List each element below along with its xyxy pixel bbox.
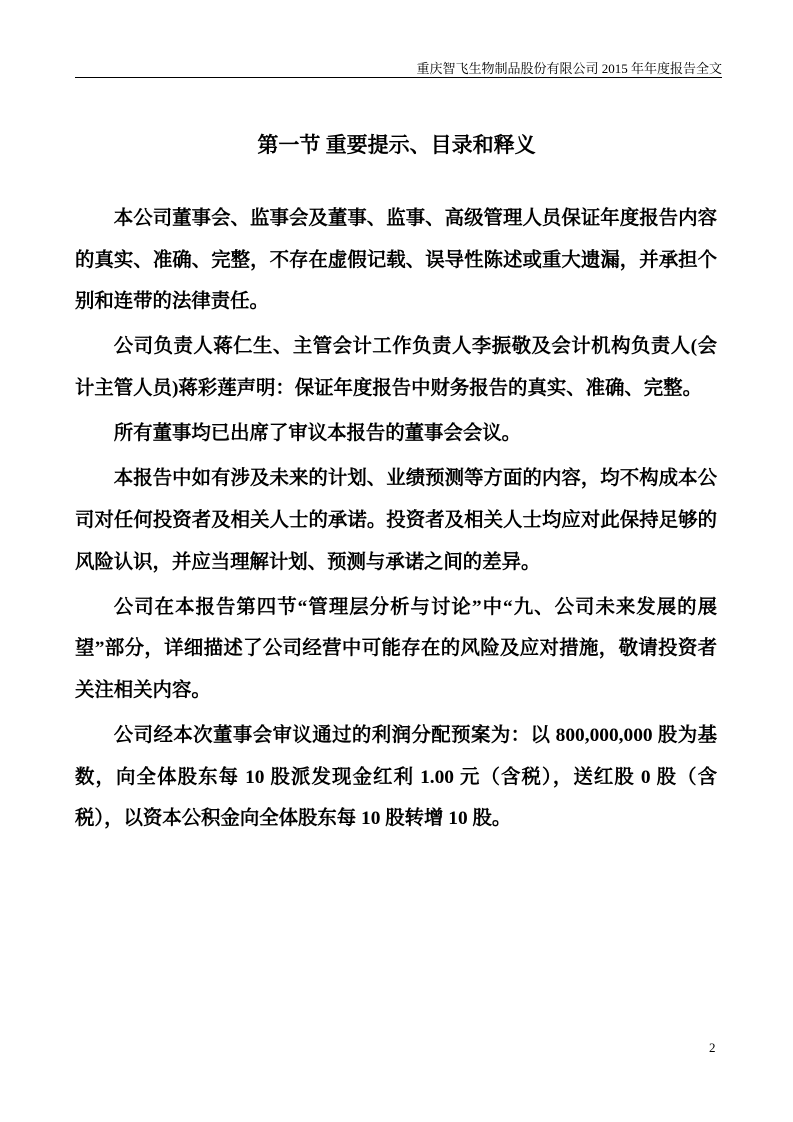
section-title: 第一节 重要提示、目录和释义 (257, 133, 536, 157)
paragraph-attendance: 所有董事均已出席了审议本报告的董事会会议。 (113, 423, 521, 445)
paragraph-forward-looking: 本报告中如有涉及未来的计划、业绩预测等方面的内容，均不构成本公司对任何投资者及相关人士的承诺。投资者及相关人士均应对此保持足够的风险认识，并应当理解计划、预测与承诺之间的差异。 (75, 468, 717, 573)
header-rule (75, 77, 722, 78)
paragraph-financial-statement: 公司负责人蒋仁生、主管会计工作负责人李振敬及会计机构负责人(会计主管人员)蒋彩莲声明：保证年度报告中财务报告的真实、准确、完整。 (75, 336, 717, 399)
document-body (75, 198, 717, 843)
running-header: 重庆智飞生物制品股份有限公司 2015 年年度报告全文 (416, 61, 722, 76)
paragraph-dividend-plan: 公司经本次董事会审议通过的利润分配预案为：以 800,000,000 股为基数，向全体股东每 10 股派发现金红利 1.00 元（含税），送红股 0 股（含税），以资本公积金向全体股东每 10 股转增 10 股。 (75, 725, 717, 830)
page-number: 2 (709, 1040, 716, 1055)
paragraph-board-guarantee: 本公司董事会、监事会及董事、监事、高级管理人员保证年度报告内容的真实、准确、完整，不存在虚假记载、误导性陈述或重大遗漏，并承担个别和连带的法律责任。 (75, 208, 717, 313)
paragraph-risk: 公司在本报告第四节“管理层分析与讨论”中“九、公司未来发展的展望”部分，详细描述了公司经营中可能存在的风险及应对措施，敬请投资者关注相关内容。 (75, 596, 717, 701)
